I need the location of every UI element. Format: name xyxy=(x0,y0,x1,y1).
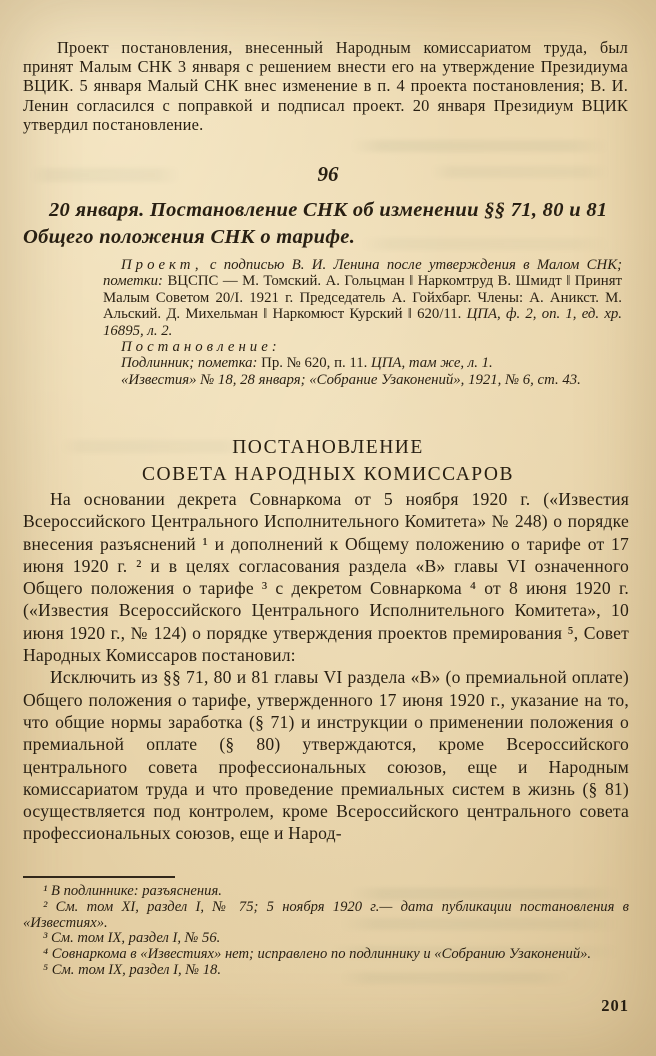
decree-heading-line1: ПОСТАНОВЛЕНИЕ xyxy=(232,437,424,458)
footnote: ² См. том XI, раздел I, № 75; 5 ноября 1920 г.— дата публикации постановления в «Известиях». xyxy=(23,898,629,931)
original-label: Подлинник; пометка: xyxy=(121,355,262,372)
decree-body xyxy=(23,488,629,845)
decree-paragraph: Исключить из §§ 71, 80 и 81 главы VI раздела «В» (о премиальной оплате) Общего положения о тарифе, утвержденного 17 июня 1920 г., указание на то, что общие нормы заработка (§ 71) и инструкции о применении положения о премиальной оплате (§ 80) утверждаются, кроме Всероссийского центрального совета профессиональных союзов, еще и Народным комиссариатом труда и что проведение премиальных систем в жизнь (§ 81) осуществляется под контролем, кроме Всероссийского центрального совета профессиональных союзов, еще и Народ- xyxy=(23,667,629,844)
draft-description: с подписью В. И. Ленина после утверждения в Малом СНК; пометки: xyxy=(103,257,622,290)
provenance-original xyxy=(103,355,622,371)
footnote: ³ См. том IX, раздел I, № 56. xyxy=(43,930,221,947)
decree-heading-line2: СОВЕТА НАРОДНЫХ КОМИССАРОВ xyxy=(142,463,514,485)
decree-paragraph: На основании декрета Совнаркома от 5 ноября 1920 г. («Известия Всероссийского Центрального Исполнительного Комитета» № 248) о порядке внесения разъяснений ¹ и дополнений к Общему положению о тарифе от 17 июня 1920 г. ² и в целях согласования раздела «В» главы VI означенного Общего положения о тарифе ³ с декретом Совнаркома ⁴ от 8 июня 1920 г. («Известия Всероссийского Центрального Исполнительного Комитета», 10 июня 1920 г., № 124) о порядке утверждения проектов премирования ⁵, Совет Народных Комиссаров постановил: xyxy=(23,489,629,666)
provenance-resolution-label xyxy=(103,339,622,355)
decree-heading xyxy=(0,435,656,488)
draft-archive-reference: ЦПА, ф. 2, оп. 1, ед. хр. 16895, л. 2. xyxy=(103,306,622,339)
resolution-label: Постановление: xyxy=(121,339,281,356)
original-archive-reference: ЦПА, там же, л. 1. xyxy=(371,355,493,372)
footnote: ⁴ Совнаркома в «Известиях» нет; исправлено по подлиннику и «Собранию Узаконений». xyxy=(43,946,592,963)
provenance-draft xyxy=(103,257,622,339)
draft-annotations: ВЦСПС — М. Томский. А. Гольцман ‖ Наркомтруд В. Шмидт ‖ Принят Малым Советом 20/I. 1921 г. Председатель А. Гойхбарг. Члены: А. Аникст. М. Альский. Д. Михельман ‖ Наркомюст Курский ‖ 620/11. xyxy=(103,273,622,323)
page-number: 201 xyxy=(601,996,629,1015)
document-number: 96 xyxy=(317,162,339,186)
footnote: ⁵ См. том IX, раздел I, № 18. xyxy=(43,961,221,978)
footnotes-block xyxy=(23,884,629,979)
showthrough-mark xyxy=(350,140,610,152)
footnote-separator-rule xyxy=(23,876,175,878)
provenance-block xyxy=(103,257,622,388)
publication-reference: «Известия» № 18, 28 января; «Собрание Узаконений», 1921, № 6, ст. 43. xyxy=(121,371,581,388)
original-protocol-reference: Пр. № 620, п. 11. xyxy=(261,355,372,372)
draft-label: Проект, xyxy=(121,257,203,273)
footnote: ¹ В подлиннике: разъяснения. xyxy=(43,883,222,899)
document-title: 20 января. Постановление СНК об изменении §§ 71, 80 и 81 Общего положения СНК о тарифе. xyxy=(23,199,608,248)
editorial-intro-paragraph: Проект постановления, внесенный Народным комиссариатом труда, был принят Малым СНК 3 января с решением внести его на утверждение Президиума ВЦИК. 5 января Малый СНК внес изменение в п. 4 проекта постановления; В. И. Ленин согласился с поправкой и подписал проект. 20 января Президиум ВЦИК утвердил постановление. xyxy=(23,38,628,134)
